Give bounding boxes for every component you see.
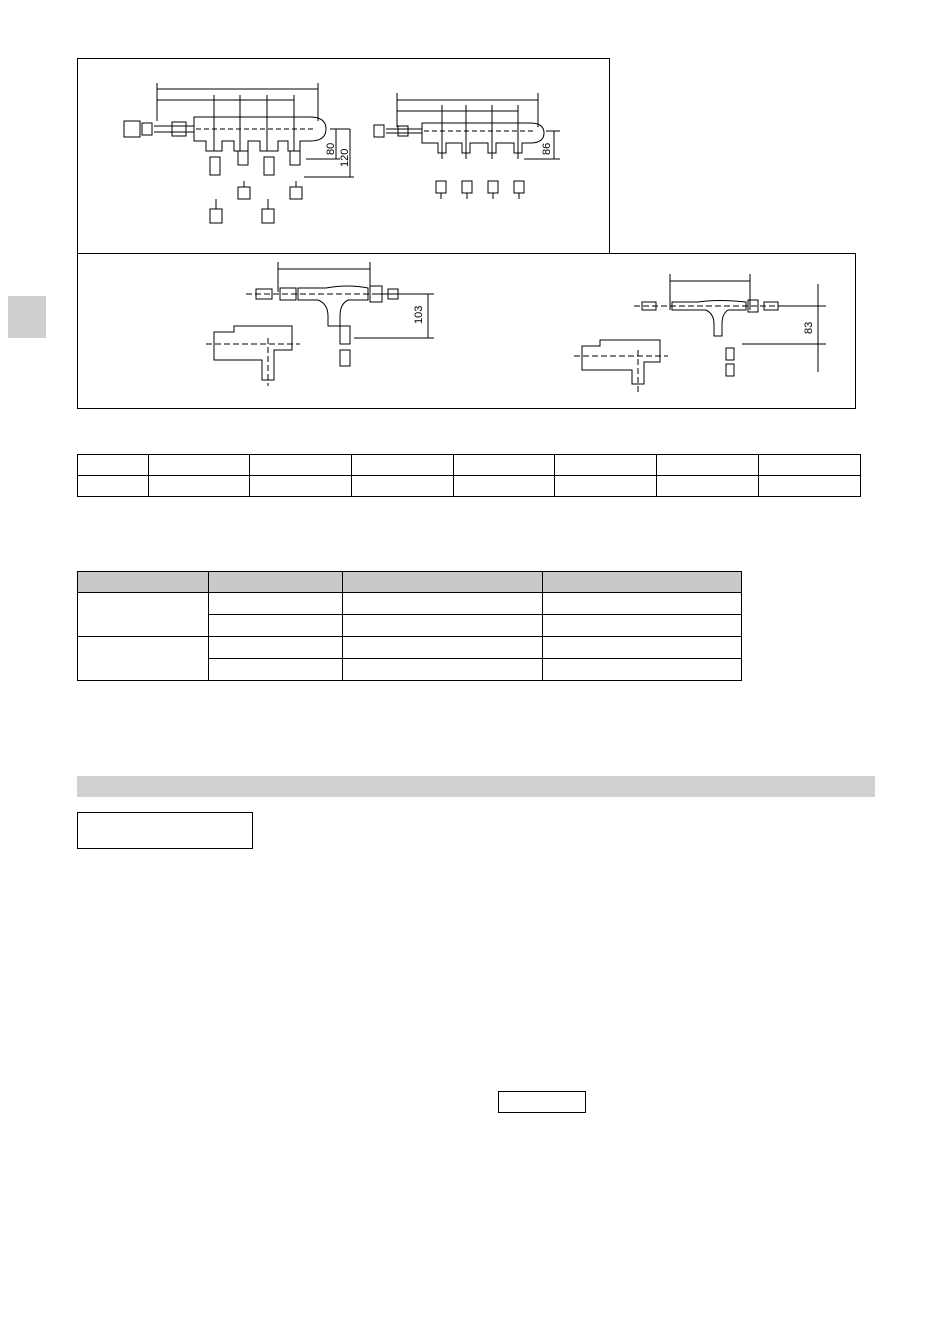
dim-83: 83	[803, 321, 815, 334]
table-header-cell	[343, 572, 543, 593]
dim-86: 86	[541, 142, 553, 155]
dim-103: 103	[413, 305, 425, 324]
branch-joint-figure	[77, 253, 856, 409]
table-cell	[250, 476, 352, 497]
table-group-cell	[78, 637, 209, 681]
header-branch-drawing	[78, 59, 609, 253]
table-cell	[149, 476, 250, 497]
branch-joint-drawing	[78, 254, 855, 408]
table-row	[78, 593, 742, 615]
table-row	[78, 637, 742, 659]
dim-120: 120	[339, 148, 351, 167]
table-cell	[555, 476, 657, 497]
table-cell	[352, 476, 454, 497]
header-branch-figure	[77, 58, 610, 254]
table-row	[78, 455, 861, 476]
table-one	[77, 454, 861, 497]
table-cell	[209, 637, 343, 659]
subsection-heading-box	[77, 812, 253, 849]
table-cell	[454, 455, 555, 476]
table-cell	[543, 637, 742, 659]
table-cell	[759, 455, 861, 476]
table-cell	[657, 455, 759, 476]
table-cell	[543, 593, 742, 615]
table-header-cell	[209, 572, 343, 593]
table-cell	[343, 659, 543, 681]
table-cell	[759, 476, 861, 497]
table-cell	[209, 659, 343, 681]
table-cell	[209, 593, 343, 615]
table-cell	[543, 659, 742, 681]
table-cell	[343, 593, 543, 615]
table-cell	[78, 476, 149, 497]
table-cell	[352, 455, 454, 476]
side-tab-marker	[8, 296, 46, 338]
table-header-row	[78, 572, 742, 593]
table-cell	[149, 455, 250, 476]
table-group-cell	[78, 593, 209, 637]
table-cell	[543, 615, 742, 637]
inline-reference-box	[498, 1091, 586, 1113]
table-cell	[555, 455, 657, 476]
table-cell	[657, 476, 759, 497]
table-two	[77, 571, 742, 681]
table-cell	[78, 455, 149, 476]
table-cell	[343, 637, 543, 659]
table-cell	[343, 615, 543, 637]
table-header-cell	[543, 572, 742, 593]
table-cell	[209, 615, 343, 637]
dim-80: 80	[325, 142, 337, 155]
table-header-cell	[78, 572, 209, 593]
table-row	[78, 476, 861, 497]
table-cell	[454, 476, 555, 497]
table-cell	[250, 455, 352, 476]
section-header-bar	[77, 776, 875, 797]
